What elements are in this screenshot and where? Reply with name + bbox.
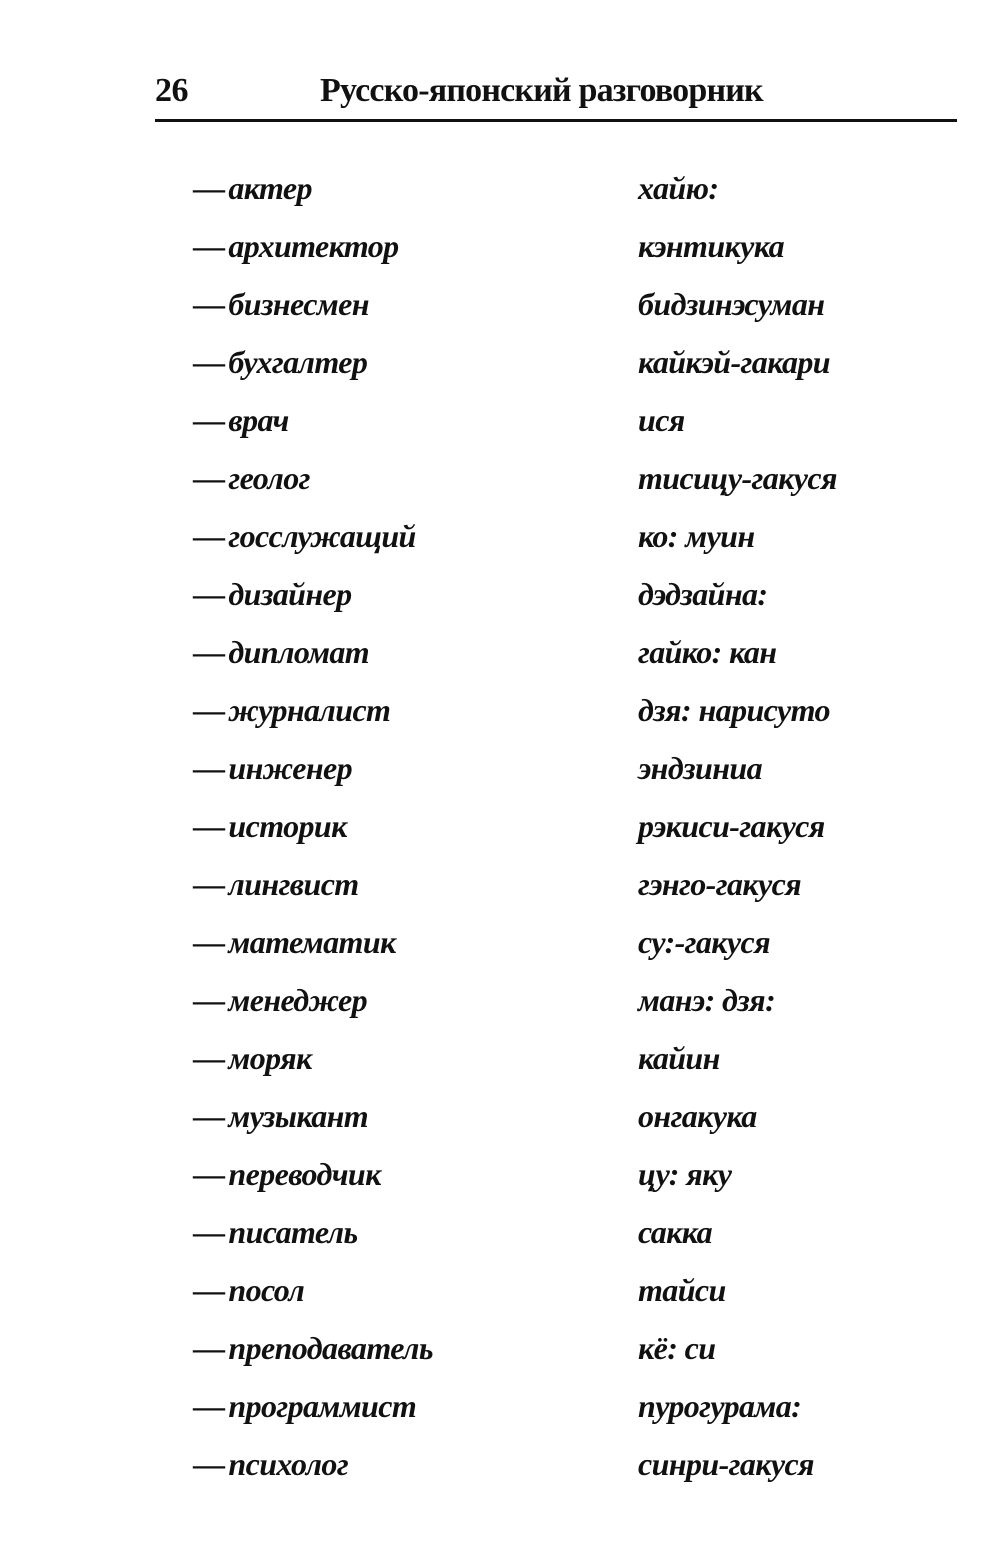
- em-dash: —: [193, 1156, 225, 1192]
- em-dash: —: [193, 286, 225, 322]
- phrase-entry: [0, 1330, 1000, 1388]
- em-dash: —: [193, 518, 225, 554]
- russian-term-text: архитектор: [228, 228, 399, 264]
- em-dash: —: [193, 1098, 225, 1134]
- russian-term-text: переводчик: [228, 1156, 381, 1192]
- russian-term: [193, 866, 359, 903]
- em-dash: —: [193, 170, 225, 206]
- russian-term-text: лингвист: [228, 866, 359, 902]
- japanese-transliteration: иcя: [638, 402, 685, 438]
- japanese-transliteration: кайин: [638, 1040, 720, 1076]
- em-dash: —: [193, 1214, 225, 1250]
- phrase-entry: [0, 634, 1000, 692]
- russian-term-text: актер: [228, 170, 312, 206]
- phrase-entry: [0, 460, 1000, 518]
- phrase-entry: [0, 1446, 1000, 1504]
- phrase-entry: [0, 1388, 1000, 1446]
- phrase-entry: [0, 228, 1000, 286]
- phrase-entry: [0, 576, 1000, 634]
- running-title: Русско-японский разговорник: [320, 72, 763, 109]
- russian-term: [193, 1330, 433, 1367]
- russian-term-text: бухгалтер: [228, 344, 368, 380]
- russian-term-text: дипломат: [228, 634, 370, 670]
- russian-term: [193, 170, 312, 207]
- japanese-transliteration: гайко: кан: [638, 634, 777, 670]
- russian-term: [193, 286, 369, 323]
- phrase-entry: [0, 692, 1000, 750]
- em-dash: —: [193, 460, 225, 496]
- russian-term: [193, 924, 396, 961]
- russian-term: [193, 1446, 348, 1483]
- russian-term-text: госслужащий: [228, 518, 416, 554]
- phrase-entry: [0, 1098, 1000, 1156]
- em-dash: —: [193, 228, 225, 264]
- em-dash: —: [193, 344, 225, 380]
- japanese-transliteration: гэнго-гакуся: [638, 866, 802, 902]
- page-header: [155, 72, 955, 122]
- phrase-entry: [0, 518, 1000, 576]
- russian-term-text: математик: [228, 924, 396, 960]
- russian-term-text: психолог: [228, 1446, 349, 1482]
- russian-term-text: бизнесмен: [228, 286, 369, 322]
- russian-term: [193, 1156, 381, 1193]
- phrase-entry: [0, 344, 1000, 402]
- japanese-transliteration: манэ: дзя:: [638, 982, 776, 1018]
- phrase-list: [0, 170, 1000, 1504]
- russian-term: [193, 692, 390, 729]
- japanese-transliteration: дэдзайна:: [638, 576, 768, 612]
- phrase-entry: [0, 750, 1000, 808]
- japanese-transliteration: дзя: нарисуто: [638, 692, 830, 728]
- russian-term: [193, 634, 369, 671]
- em-dash: —: [193, 982, 225, 1018]
- japanese-transliteration: хайю:: [638, 170, 719, 206]
- em-dash: —: [193, 1272, 225, 1308]
- russian-term-text: менеджер: [228, 982, 368, 1018]
- japanese-transliteration: бидзинэсуман: [638, 286, 825, 322]
- em-dash: —: [193, 634, 225, 670]
- russian-term-text: дизайнер: [228, 576, 352, 612]
- russian-term-text: моряк: [228, 1040, 312, 1076]
- russian-term: [193, 1040, 312, 1077]
- japanese-transliteration: кё: си: [638, 1330, 716, 1366]
- em-dash: —: [193, 1388, 225, 1424]
- em-dash: —: [193, 866, 225, 902]
- phrase-entry: [0, 170, 1000, 228]
- russian-term-text: врач: [228, 402, 289, 438]
- japanese-transliteration: эндзиниа: [638, 750, 762, 786]
- russian-term: [193, 1098, 368, 1135]
- russian-term: [193, 402, 289, 439]
- phrase-entry: [0, 402, 1000, 460]
- japanese-transliteration: пурогурама:: [638, 1388, 802, 1424]
- japanese-transliteration: сакка: [638, 1214, 713, 1250]
- phrase-entry: [0, 1272, 1000, 1330]
- phrase-entry: [0, 1040, 1000, 1098]
- em-dash: —: [193, 924, 225, 960]
- russian-term: [193, 982, 367, 1019]
- russian-term-text: музыкант: [228, 1098, 369, 1134]
- em-dash: —: [193, 402, 225, 438]
- russian-term: [193, 1214, 358, 1251]
- russian-term: [193, 228, 399, 265]
- japanese-transliteration: тисицу-гакуся: [638, 460, 837, 496]
- russian-term-text: геолог: [228, 460, 310, 496]
- phrase-entry: [0, 866, 1000, 924]
- em-dash: —: [193, 808, 225, 844]
- phrase-entry: [0, 1214, 1000, 1272]
- russian-term: [193, 344, 367, 381]
- russian-term-text: посол: [228, 1272, 305, 1308]
- russian-term-text: журналист: [228, 692, 391, 728]
- phrase-entry: [0, 982, 1000, 1040]
- russian-term: [193, 1272, 304, 1309]
- phrase-entry: [0, 808, 1000, 866]
- em-dash: —: [193, 1446, 225, 1482]
- japanese-transliteration: синри-гакуся: [638, 1446, 814, 1482]
- em-dash: —: [193, 1040, 225, 1076]
- russian-term-text: программист: [228, 1388, 417, 1424]
- japanese-transliteration: онгакука: [638, 1098, 757, 1134]
- russian-term: [193, 518, 416, 555]
- em-dash: —: [193, 1330, 225, 1366]
- japanese-transliteration: кайкэй-гакари: [638, 344, 830, 380]
- russian-term-text: преподаватель: [228, 1330, 433, 1366]
- phrase-entry: [0, 1156, 1000, 1214]
- russian-term-text: историк: [228, 808, 347, 844]
- russian-term-text: инженер: [228, 750, 352, 786]
- em-dash: —: [193, 692, 225, 728]
- em-dash: —: [193, 576, 225, 612]
- phrase-entry: [0, 286, 1000, 344]
- japanese-transliteration: кэнтикука: [638, 228, 784, 264]
- page-number: 26: [155, 72, 188, 109]
- russian-term: [193, 750, 352, 787]
- japanese-transliteration: цу: яку: [638, 1156, 732, 1192]
- japanese-transliteration: су:-гакуся: [638, 924, 771, 960]
- russian-term: [193, 808, 347, 845]
- japanese-transliteration: тайси: [638, 1272, 726, 1308]
- phrase-entry: [0, 924, 1000, 982]
- japanese-transliteration: ко: муин: [638, 518, 755, 554]
- em-dash: —: [193, 750, 225, 786]
- header-rule: [155, 119, 957, 122]
- russian-term: [193, 1388, 416, 1425]
- russian-term: [193, 576, 352, 613]
- russian-term-text: писатель: [228, 1214, 358, 1250]
- japanese-transliteration: рэкиси-гакуся: [638, 808, 825, 844]
- russian-term: [193, 460, 310, 497]
